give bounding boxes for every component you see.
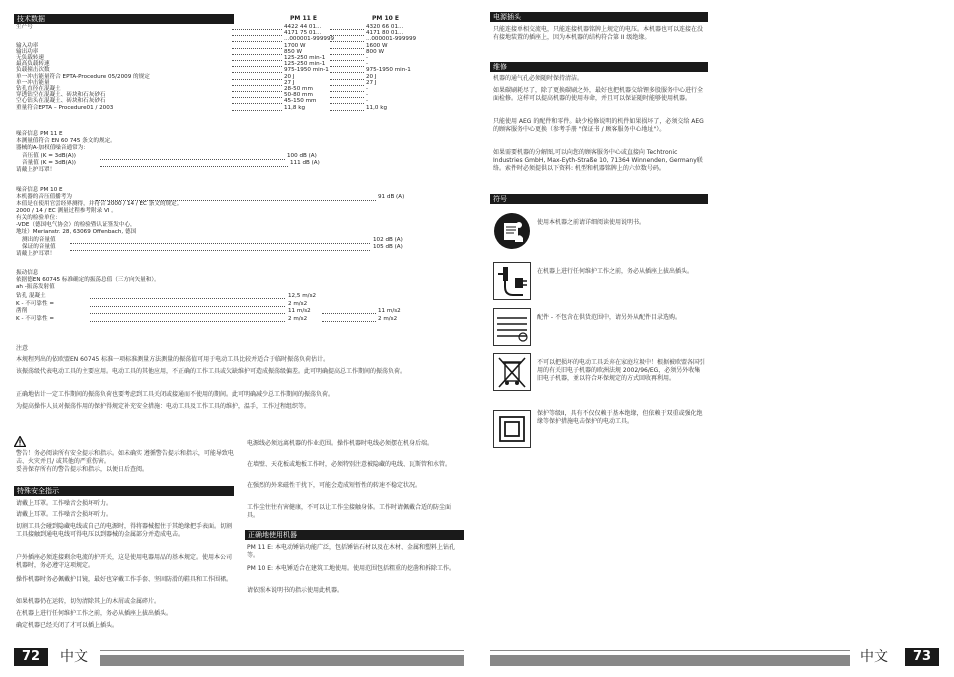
spec-label: 穿透钻空在混凝土、砖块和石灰砂石 xyxy=(16,92,106,99)
leader-dots xyxy=(100,159,285,160)
leader-dots xyxy=(232,103,282,104)
symbols-header: 符号 xyxy=(490,194,708,204)
spec-value-pm10e: 11,0 kg xyxy=(366,104,388,111)
leader-dots xyxy=(330,85,364,86)
leader-dots xyxy=(90,321,285,322)
leader-dots xyxy=(330,54,364,55)
leader-dots xyxy=(232,48,282,49)
spec-value-pm10e: - xyxy=(366,92,369,99)
spec-value-pm11e: ...000001-999999 xyxy=(284,36,335,43)
use-paragraph: PM 10 E: 本电锤适合在建筑工地使用。使用范围包括粗重的挖凿和拆除工作。 xyxy=(247,565,455,572)
noise2-line-4: 地址）Merianstr. 28, 63069 Offenbach, 德国 xyxy=(16,229,137,235)
spec-label: 重量符合EPTA – Procedure01 / 2003 xyxy=(16,104,114,111)
vibration-line-1: ah -振荡发射值 xyxy=(16,284,55,290)
vibration-value-pm11e: 2 m/s2 xyxy=(288,315,308,322)
footer-rule xyxy=(100,650,464,651)
safety-paragraph: 如果机器仍在运转，切勿清除其上的木屑或金属碎片。 xyxy=(16,598,161,605)
noise1-row-label: 音压值 (K = 3dB(A)) xyxy=(22,153,76,159)
leader-dots xyxy=(330,110,364,111)
leader-dots xyxy=(232,79,282,80)
safety-paragraph: 请戴上耳罩。工作噪音会损坏听力。 xyxy=(16,511,113,518)
footer-rule xyxy=(490,650,850,651)
footer-bar xyxy=(100,655,464,666)
vibration-label: K - 不可靠性 = xyxy=(16,300,55,307)
spec-value-pm10e: - xyxy=(366,86,369,92)
col-header-pm11e: PM 11 E xyxy=(290,15,317,22)
spec-value-pm10e: - xyxy=(366,61,369,68)
spec-label: 最高负载转速 xyxy=(16,61,50,68)
spec-value-pm11e: 45-150 mm xyxy=(284,98,317,105)
leader-dots xyxy=(232,54,282,55)
leader-dots xyxy=(100,166,288,167)
leader-dots xyxy=(70,250,370,251)
leader-dots xyxy=(232,60,282,61)
spec-value-pm11e: 20 J xyxy=(284,73,295,80)
maintenance-paragraph: 如果碳刷耗尽了，除了更换碳刷之外，最好也把机器交给锂多股服务中心进行全面检修。这样可以提高机器的使用寿命，并且可以保证随时能够使用机器。 xyxy=(493,87,704,102)
spec-value-pm10e: 975-1950 min-1 xyxy=(366,67,411,74)
leader-dots xyxy=(232,97,282,98)
vibration-value-pm10e: 2 m/s2 xyxy=(378,315,398,322)
safety-header: 特殊安全指示 xyxy=(14,486,234,496)
leader-dots xyxy=(330,41,364,42)
language-label: 中文 xyxy=(860,649,888,665)
leader-dots xyxy=(232,110,282,111)
vibration-value-pm11e: 12,5 m/s2 xyxy=(288,293,317,299)
leader-dots xyxy=(330,103,364,104)
spec-label: 负载撞击次数 xyxy=(16,67,50,74)
noise1-line-1: 器械的A-加权值噪音通常为： xyxy=(16,145,89,151)
maintenance-paragraph: 机器的通气孔必须随时保持清洁。 xyxy=(493,75,584,82)
spec-value-pm11e: 850 W xyxy=(284,48,302,55)
leader-dots xyxy=(330,66,364,67)
language-label: 中文 xyxy=(60,649,88,665)
spec-label: 生产号 xyxy=(16,24,33,30)
spec-label: 空心钻头在混凝土、砖块和石灰砂石 xyxy=(16,98,106,105)
proper-use-header: 正确地使用机器 xyxy=(245,530,464,540)
maintenance-paragraph: 如果需要机器的分解图,可以向您的顾客服务中心或直接向 Techtronic Industries GmbH, Max-Eyth-Straße 10, 71364 Winnenden, Germany联络。索件时必须提供以下资料: 机型和机器铭牌上的六位数号码。 xyxy=(493,149,703,172)
page-number: 72 xyxy=(14,648,48,666)
noise2-title: 噪音信息 PM 10 E xyxy=(16,187,63,193)
leader-dots xyxy=(232,35,282,36)
right-page xyxy=(477,0,954,677)
leader-dots xyxy=(70,243,370,244)
leader-dots xyxy=(330,97,364,98)
note-paragraph: 该振荡级代表电动工具的主要应用。电动工具的其他应用，不正确的工作工具或欠缺维护可造成振荡级偏差。此可明确提高总工作期间的振荡负荷。 xyxy=(16,368,407,375)
spec-label: 输入功率 xyxy=(16,42,39,49)
symbol-description: 使用本机器之前请详细阅读使用说明书。 xyxy=(537,219,646,226)
col-header-pm10e: PM 10 E xyxy=(372,15,399,22)
leader-dots xyxy=(232,72,282,73)
noise1-row-value: 100 dB (A) xyxy=(287,153,317,159)
safety-paragraph: 在机器上进行任何维护工作之前，务必从插座上拔出插头。 xyxy=(16,610,173,617)
spec-value-pm10e: 27 J xyxy=(366,79,377,86)
spec-value-pm11e: 28-50 mm xyxy=(284,86,313,92)
safety-paragraph: 切割工具会碰到隐藏电线或自己的电源时，得将器械握住于其绝缘把手表面。切割工具接触到通电电线可得电压以到器械的金属部分并造成电击。 xyxy=(16,523,233,538)
spec-label: 输出功率 xyxy=(16,48,39,55)
leader-dots xyxy=(330,29,364,30)
symbol-description: 在机器上进行任何维护工作之前，务必从插座上拔出插头。 xyxy=(537,268,694,275)
vibration-value-pm10e: 11 m/s2 xyxy=(378,308,401,314)
safety-paragraph: 确定机器已经关闭了才可以插上插头。 xyxy=(16,622,119,629)
note-paragraph: 正确地估计一定工作期间的振荡负荷也要考虑到工具关闭或接通而不使用的期间。此可明确减少总工作期间的振荡负荷。 xyxy=(16,391,335,398)
plug-header: 电源插头 xyxy=(490,12,708,22)
noise2-line-0: 本值是在使用官尝经界测得，并符合 2000 / 14 / EC 条文的规定。 xyxy=(16,201,183,207)
safety-paragraph: 在墙壁、天花板或地板工作时，必须特别注意被隐藏的电线、瓦斯管和水管。 xyxy=(247,461,452,468)
leader-dots xyxy=(330,48,364,49)
leader-dots xyxy=(232,29,282,30)
warning-paragraph: 妥善保存所有的警告提示和指示，以便日后查阅。 xyxy=(16,466,149,473)
symbol-description: 配件 - 不包含在供货范围中，请另外从配件目录选购。 xyxy=(537,314,681,321)
leader-dots xyxy=(232,41,282,42)
unplug-icon xyxy=(493,262,531,300)
noise2-first-value: 91 dB (A) xyxy=(378,194,405,200)
symbol-description: 不可以把损坏的电动工具丢弃在家庭垃圾中！根据被欧盟各国引用的有关旧电子机器的欧洲法规 2002/96/EG，必须另外收集旧电子机器，並以符合环保规定的方式回收再利用。 xyxy=(537,359,706,382)
spec-label: 钻孔直径在混凝土 xyxy=(16,86,61,92)
spec-value-pm11e: 975-1950 min-1 xyxy=(284,67,329,74)
spec-label: 单一冲击能量 xyxy=(16,79,50,86)
noise1-row-label: 音量值 (K = 3dB(A)) xyxy=(22,160,76,166)
leader-dots xyxy=(232,91,282,92)
spec-value-pm10e: 20 J xyxy=(366,73,377,80)
spec-value-pm11e: 11,8 kg xyxy=(284,104,306,111)
leader-dots xyxy=(322,321,376,322)
safety-paragraph: 在强烈的外来磁性干扰下，可能会造成短暂性的转速不稳定状况。 xyxy=(247,482,422,489)
read-manual-icon xyxy=(493,212,531,250)
plug-paragraph: 只能连接单相交流电，只能连接机器铭牌上规定的电压。本机器也可以连接在没有接地装置的插座上，因为本机器的结构符合第 II 级绝缘。 xyxy=(493,26,704,41)
vibration-label: 钻孔 混凝土 xyxy=(16,293,46,299)
spec-value-pm11e: 4171 75 01... xyxy=(284,30,322,37)
spec-value-pm10e: 1600 W xyxy=(366,42,388,49)
leader-dots xyxy=(232,85,282,86)
noise2-row-label: 保证的音量值 xyxy=(22,244,56,250)
ear-protection-note: 请戴上护耳罩！ xyxy=(16,167,56,173)
use-paragraph: PM 11 E: 本电动锤钻功能广泛，包括锤钻石材以及在木材、金属和塑料上钻孔等。 xyxy=(247,544,455,559)
vibration-value-pm11e: 2 m/s2 xyxy=(288,300,308,307)
leader-dots xyxy=(322,313,376,314)
noise2-row-label: 测出的音量值 xyxy=(22,237,56,243)
note-title: 注意 xyxy=(16,345,29,352)
leader-dots xyxy=(232,66,282,67)
leader-dots xyxy=(90,298,285,299)
note-paragraph: 本规程列出的依欧盟EN 60745 标准一项标准测量方法测量的振荡值可用于电动工具比较并适合于临时振荡负荷估计。 xyxy=(16,356,330,363)
maintenance-paragraph: 只能使用 AEG 的配件和零件。缺少检修说明的机件如果损坏了，必须交给 AEG 的顾客服务中心更换（参考手册 "保证书 / 顾客服务中心地址"）。 xyxy=(493,118,704,133)
vibration-line-0: 依据德EN 60745 标准确定的振荡总值（三方向矢量和）。 xyxy=(16,277,160,283)
safety-paragraph: 请戴上耳罩。工作噪音会损坏听力。 xyxy=(16,500,113,507)
use-paragraph: 请依照本说明书的指示使用此机器。 xyxy=(247,587,344,594)
safety-paragraph: 工作尘往往有害健康，不可以让工作尘接触身体。工作时请佩戴合适的防尘面具。 xyxy=(247,504,452,519)
vibration-label: K - 不可靠性 = xyxy=(16,315,55,322)
spec-value-pm11e: 27 J xyxy=(284,79,295,86)
spec-value-pm11e: 50-80 mm xyxy=(284,92,313,99)
safety-paragraph: 操作机器时务必佩戴护目镜，最好也穿戴工作手套、坚固防滑的鞋具和工作围裙。 xyxy=(16,576,233,583)
weee-bin-icon xyxy=(493,353,531,391)
spec-value-pm10e: 800 W xyxy=(366,48,384,55)
noise1-line-0: 本测量值符合 EN 60 745 条文的规定。 xyxy=(16,138,116,144)
leader-dots xyxy=(330,35,364,36)
ear-protection-note: 请戴上护耳罩！ xyxy=(16,251,56,257)
warning-triangle-icon xyxy=(14,436,26,447)
spec-value-pm10e: - xyxy=(366,55,369,61)
leader-dots xyxy=(330,79,364,80)
footer-bar xyxy=(490,655,850,666)
noise2-line-1: 2000 / 14 / EC 测量过程参考附录 VI 。 xyxy=(16,208,117,214)
spec-value-pm10e: - xyxy=(366,98,369,105)
leader-dots xyxy=(330,91,364,92)
leader-dots xyxy=(90,306,285,307)
spec-value-pm11e: 1700 W xyxy=(284,42,306,49)
spec-value-pm11e: 125-250 min-1 xyxy=(284,55,326,61)
noise2-row-value: 105 dB (A) xyxy=(373,244,403,250)
vibration-title: 振动信息 xyxy=(16,270,39,276)
spec-value-pm11e: 4422 44 01... xyxy=(284,24,322,30)
spec-value-pm11e: 125-250 min-1 xyxy=(284,61,326,68)
noise2-line-2: 有关的检验单位： xyxy=(16,215,61,221)
vibration-value-pm11e: 11 m/s2 xyxy=(288,308,311,314)
vibration-label: 凿削 xyxy=(16,308,28,314)
spec-label: 无负载转速 xyxy=(16,55,44,61)
noise1-title: 噪音信息 PM 11 E xyxy=(16,131,63,137)
safety-paragraph: 电源线必须远离机器的作业范围。操作机器时电线必须摆在机身后端。 xyxy=(247,440,434,447)
note-paragraph: 为提高操作人员对振荡作用的保护得规定补充安全措施：电动工具及工作工具的维护，温手，工作过程组织等。 xyxy=(16,403,311,410)
spec-value-pm10e: 4320 66 01... xyxy=(366,24,404,30)
symbol-description: 保护等级II，具有不仅仅赖于基本绝缘，但依赖于双重或强化绝缘等保护措施电击保护的电动工具。 xyxy=(537,410,703,425)
accessory-icon xyxy=(493,308,531,346)
leader-dots xyxy=(90,313,285,314)
noise2-first-label: 本机器的音压值播考为 xyxy=(16,194,72,200)
leader-dots xyxy=(330,72,364,73)
spec-label: 单一冲击能量符合 EPTA-Procedure 05/2009 的规定 xyxy=(16,73,150,80)
maintenance-header: 维修 xyxy=(490,62,708,72)
warning-paragraph: 警告！务必阅读所有安全提示和指示。如未确实 遵循警告提示和指示，可能导致电击、火灾并且/ 或其他的严重伤害。 xyxy=(16,450,234,465)
page-number: 73 xyxy=(905,648,939,666)
noise2-line-3: -VDE（德国电气协会）的检验暨认证签发中心， xyxy=(16,222,136,228)
safety-paragraph: 户外插座必须连接剩余电流的护开关，这是使用电器用品的基本规定。使用本公司机器时，务必遵守这项规定。 xyxy=(16,554,233,569)
noise2-row-value: 102 dB (A) xyxy=(373,237,403,243)
tech-data-header: 技术数据 xyxy=(14,14,234,24)
noise1-row-value: 111 dB (A) xyxy=(290,160,320,166)
spec-value-pm10e: ...000001-999999 xyxy=(366,36,417,43)
spec-value-pm10e: 4171 80 01... xyxy=(366,30,404,37)
leader-dots xyxy=(330,60,364,61)
class-ii-icon xyxy=(493,410,531,448)
